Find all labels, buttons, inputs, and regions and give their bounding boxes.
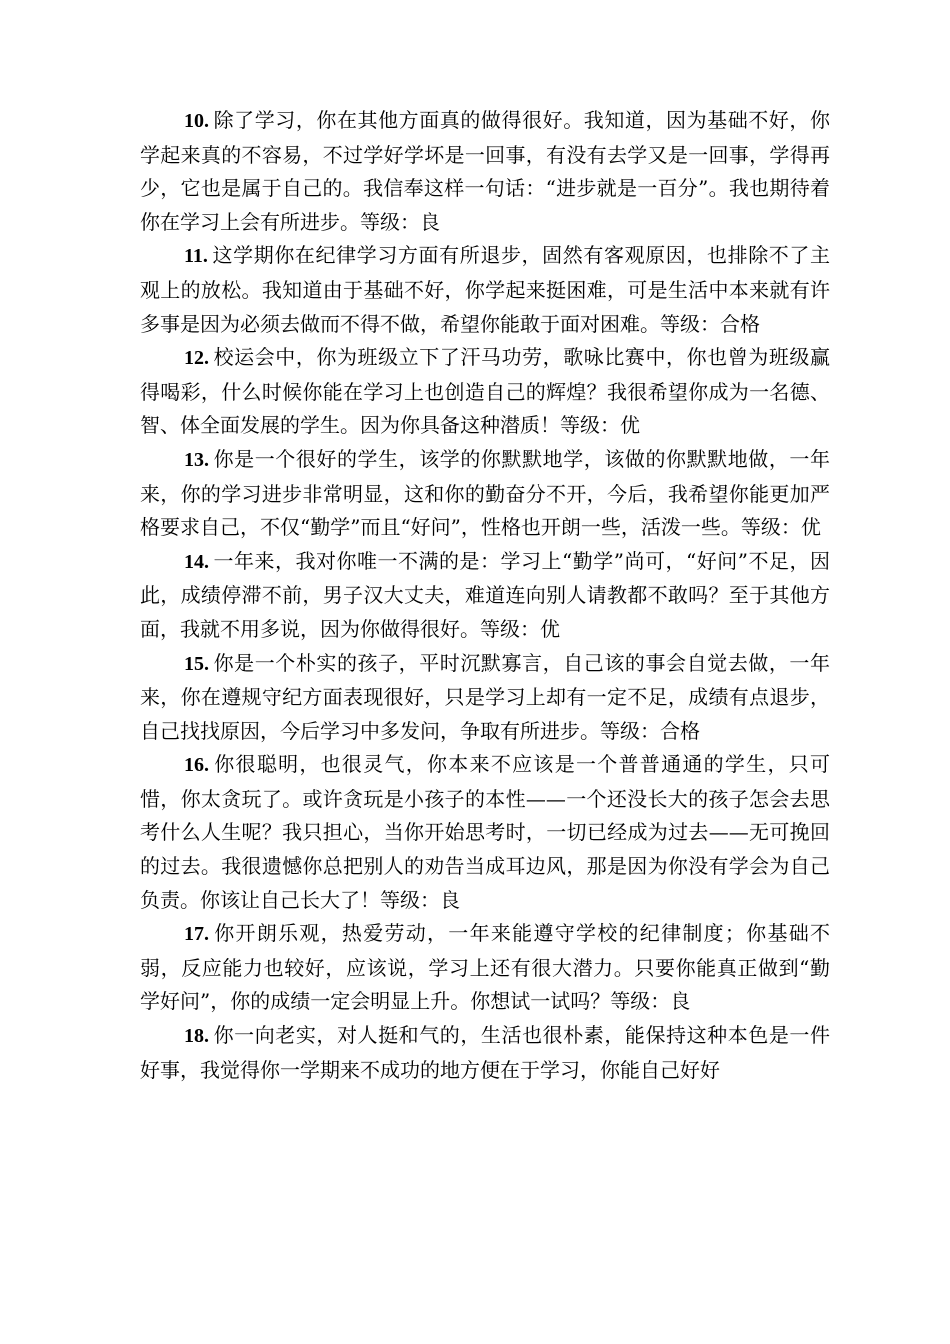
comment-number: 17. bbox=[184, 923, 209, 946]
comment-text: 你是一个很好的学生，该学的你默默地学，该做的你默默地做，一年来，你的学习进步非常明显，这和你的勤奋分不开，今后，我希望你能更加严格要求自己，不仅“勤学”而且“好问”，性格也开朗一些，活泼一些。等级：优 bbox=[140, 446, 830, 540]
comment-item bbox=[140, 1019, 830, 1087]
comment-text: 你开朗乐观，热爱劳动，一年来能遵守学校的纪律制度；你基础不弱，反应能力也较好，应该说，学习上还有很大潜力。只要你能真正做到“勤学好问”，你的成绩一定会明显上升。你想试一试吗？等级：良 bbox=[140, 921, 830, 1014]
comment-item bbox=[140, 239, 830, 341]
comment-number: 10. bbox=[184, 110, 209, 132]
comment-number: 12. bbox=[184, 347, 209, 370]
comment-number: 16. bbox=[184, 754, 209, 777]
comment-text: 除了学习，你在其他方面真的做得很好。我知道，因为基础不好，你学起来真的不容易，不过学好学坏是一回事，有没有去学又是一回事，学得再少，它也是属于自己的。我信奉这样一句话：“进步就是一百分”。我也期待着你在学习上会有所进步。等级：良 bbox=[140, 108, 830, 234]
comment-text: 你很聪明，也很灵气，你本来不应该是一个普普通通的学生，只可惜，你太贪玩了。或许贪玩是小孩子的本性——一个还没长大的孩子怎会去思考什么人生呢？我只担心，当你开始思考时，一切已经成为过去——无可挽回的过去。我很遗憾你总把别人的劝告当成耳边风，那是因为你没有学会为自己负责。你该让自己长大了！等级：良 bbox=[140, 752, 830, 912]
comment-text: 你一向老实，对人挺和气的，生活也很朴素，能保持这种本色是一件好事，我觉得你一学期来不成功的地方便在于学习，你能自己好好 bbox=[140, 1023, 830, 1082]
comment-item bbox=[140, 748, 830, 917]
comment-item bbox=[140, 545, 830, 647]
comment-item bbox=[140, 341, 830, 443]
comment-item bbox=[140, 443, 830, 545]
comment-text: 你是一个朴实的孩子，平时沉默寡言，自己该的事会自觉去做，一年来，你在遵规守纪方面表现很好，只是学习上却有一定不足，成绩有点退步，自己找找原因，今后学习中多发问，争取有所进步。等级：合格 bbox=[140, 650, 830, 743]
comment-text: 一年来，我对你唯一不满的是：学习上“勤学”尚可，“好问”不足，因此，成绩停滞不前，男子汉大丈夫，难道连向别人请教都不敢吗？至于其他方面，我就不用多说，因为你做得很好。等级：优 bbox=[140, 548, 830, 641]
comment-text: 这学期你在纪律学习方面有所退步，固然有客观原因，也排除不了主观上的放松。我知道由于基础不好，你学起来挺困难，可是生活中本来就有许多事是因为必须去做而不得不做，希望你能敢于面对困难。等级：合格 bbox=[140, 243, 830, 336]
comment-number: 11. bbox=[184, 245, 208, 268]
comment-number: 18. bbox=[184, 1025, 209, 1048]
comment-item bbox=[140, 647, 830, 749]
comment-number: 13. bbox=[184, 448, 209, 471]
document-page bbox=[140, 104, 830, 1087]
comment-number: 14. bbox=[184, 550, 209, 573]
comment-text: 校运会中，你为班级立下了汗马功劳，歌咏比赛中，你也曾为班级赢得喝彩，什么时候你能在学习上也创造自己的辉煌？我很希望你成为一名德、智、体全面发展的学生。因为你具备这种潜质！等级：优 bbox=[140, 345, 830, 438]
comment-number: 15. bbox=[184, 652, 209, 675]
comment-item bbox=[140, 104, 830, 239]
comment-item bbox=[140, 917, 830, 1019]
